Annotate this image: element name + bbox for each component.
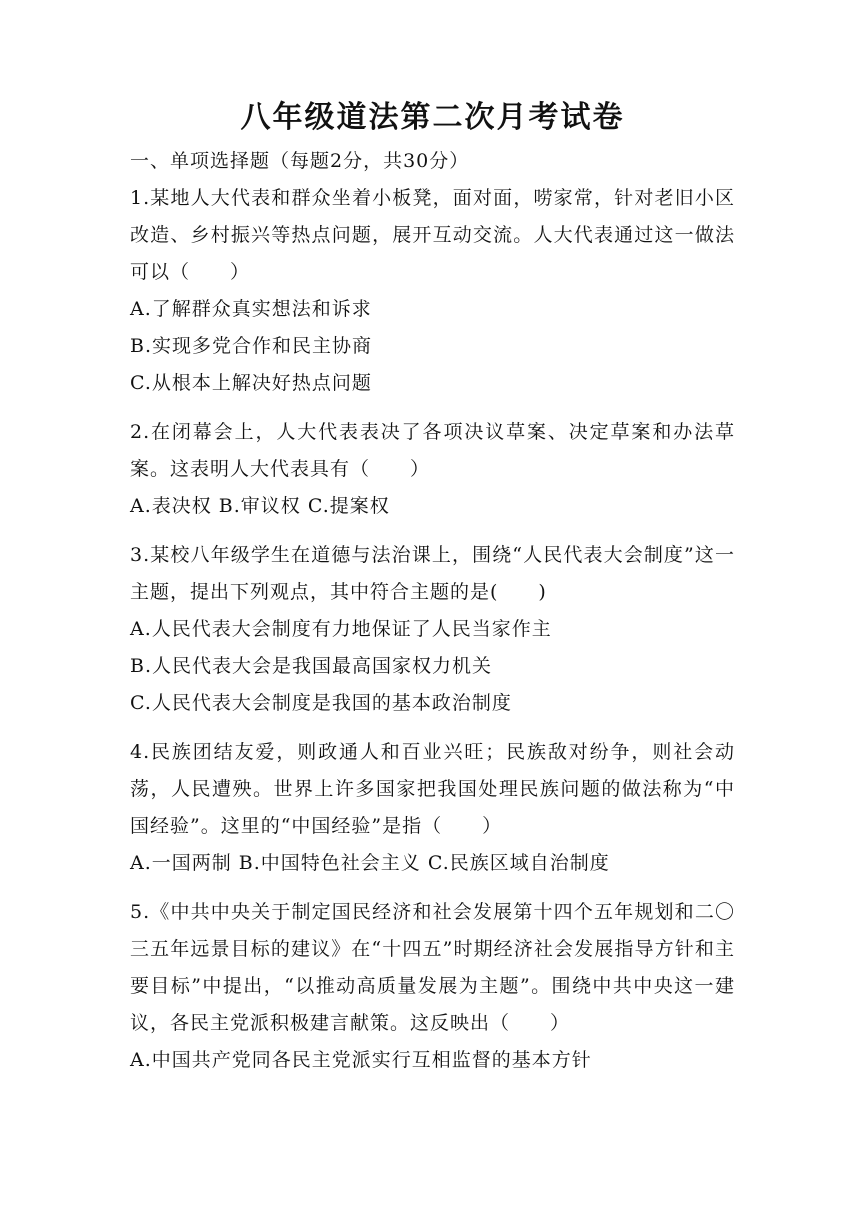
question-5	[130, 894, 735, 1079]
question-stem: 4.民族团结友爱，则政通人和百业兴旺；民族敌对纷争，则社会动荡，人民遭殃。世界上许多国家把我国处理民族问题的做法称为“中国经验”。这里的“中国经验”是指（ ）	[130, 741, 735, 837]
question-option: C.人民代表大会制度是我国的基本政治制度	[130, 692, 512, 714]
question-option: A.中国共产党同各民主党派实行互相监督的基本方针	[130, 1049, 592, 1071]
question-option: A.表决权 B.审议权 C.提案权	[130, 495, 390, 517]
question-stem: 1.某地人大代表和群众坐着小板凳，面对面，唠家常，针对老旧小区改造、乡村振兴等热点问题，展开互动交流。人大代表通过这一做法可以（ ）	[130, 187, 735, 283]
question-3	[130, 537, 735, 722]
question-option: C.从根本上解决好热点问题	[130, 372, 372, 394]
exam-title: 八年级道法第二次月考试卷	[240, 100, 625, 135]
section-heading: 一、单项选择题（每题2分，共30分）	[130, 150, 470, 172]
question-1	[130, 180, 735, 402]
question-2	[130, 414, 735, 525]
question-stem: 5.《中共中央关于制定国民经济和社会发展第十四个五年规划和二〇三五年远景目标的建议》在“十四五”时期经济社会发展指导方针和主要目标”中提出，“以推动高质量发展为主题”。围绕中共中央这一建议，各民主党派积极建言献策。这反映出（ ）	[130, 901, 735, 1034]
question-option: B.人民代表大会是我国最高国家权力机关	[130, 655, 493, 677]
question-option: A.了解群众真实想法和诉求	[130, 298, 372, 320]
question-stem: 2.在闭幕会上，人大代表表决了各项决议草案、决定草案和办法草案。这表明人大代表具有（ ）	[130, 421, 735, 480]
question-option: A.人民代表大会制度有力地保证了人民当家作主	[130, 618, 552, 640]
question-option: A.一国两制 B.中国特色社会主义 C.民族区域自治制度	[130, 852, 610, 874]
question-option: B.实现多党合作和民主协商	[130, 335, 373, 357]
question-stem: 3.某校八年级学生在道德与法治课上，围绕“人民代表大会制度”这一主题，提出下列观点，其中符合主题的是( )	[130, 544, 735, 603]
question-4	[130, 734, 735, 882]
